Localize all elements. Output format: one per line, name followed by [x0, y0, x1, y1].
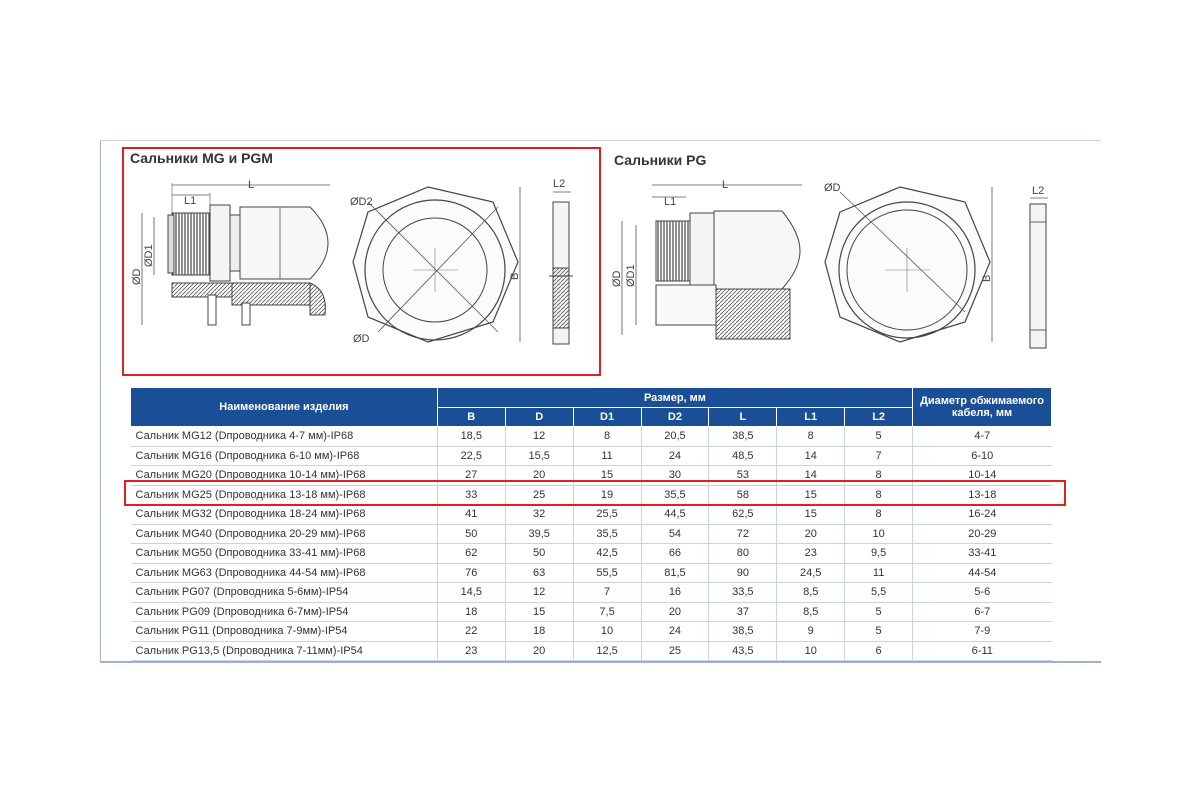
- table-row: [131, 641, 1052, 661]
- cell-cable: 6-11: [913, 641, 1052, 661]
- pg-dim-B: B: [981, 274, 993, 282]
- cell-b: 23: [437, 641, 505, 661]
- cell-d: 50: [505, 544, 573, 564]
- cell-d1: 8: [573, 427, 641, 447]
- cell-l2: 9,5: [845, 544, 913, 564]
- cell-d1: 15: [573, 466, 641, 486]
- mg-dim-D2: ØD2: [350, 196, 373, 208]
- table-row: [131, 563, 1052, 583]
- row-name: Сальник PG11 (Dпроводника 7-9мм)-IP54: [131, 622, 438, 642]
- mg-section-title: Сальники MG и PGM: [130, 150, 273, 166]
- cell-l: 38,5: [709, 622, 777, 642]
- cell-d1: 7,5: [573, 602, 641, 622]
- cell-cable: 7-9: [913, 622, 1052, 642]
- cell-l1: 15: [777, 505, 845, 525]
- cell-b: 62: [437, 544, 505, 564]
- cell-l1: 8,5: [777, 583, 845, 603]
- table-row: [131, 505, 1052, 525]
- cell-d2: 54: [641, 524, 709, 544]
- cell-d1: 7: [573, 583, 641, 603]
- pg-nut-side-drawing: [1024, 182, 1064, 352]
- cell-d2: 24: [641, 446, 709, 466]
- cell-cable: 6-7: [913, 602, 1052, 622]
- cell-cable: 4-7: [913, 427, 1052, 447]
- header-col-d: D: [505, 408, 573, 427]
- mg-side-view-drawing: [130, 175, 360, 355]
- row-name: Сальник MG32 (Dпроводника 18-24 мм)-IP68: [131, 505, 438, 525]
- cell-d1: 35,5: [573, 524, 641, 544]
- cell-l: 48,5: [709, 446, 777, 466]
- cell-l1: 10: [777, 641, 845, 661]
- cell-l: 43,5: [709, 641, 777, 661]
- mg-dim-D: ØD: [131, 268, 143, 285]
- header-col-l1: L1: [777, 408, 845, 427]
- header-col-b: B: [437, 408, 505, 427]
- pg-section-title: Сальники PG: [614, 152, 707, 168]
- row-name: Сальник MG16 (Dпроводника 6-10 мм)-IP68: [131, 446, 438, 466]
- cell-b: 22,5: [437, 446, 505, 466]
- cell-l1: 8,5: [777, 602, 845, 622]
- cell-l1: 14: [777, 446, 845, 466]
- cell-cable: 13-18: [913, 485, 1052, 505]
- cell-l1: 15: [777, 485, 845, 505]
- header-col-l2: L2: [845, 408, 913, 427]
- pg-front-view-drawing: [820, 182, 1000, 352]
- cell-d: 12: [505, 583, 573, 603]
- spec-table: [130, 387, 1052, 661]
- header-name: Наименование изделия: [131, 388, 438, 427]
- cell-b: 41: [437, 505, 505, 525]
- cell-l: 33,5: [709, 583, 777, 603]
- row-name: Сальник PG09 (Dпроводника 6-7мм)-IP54: [131, 602, 438, 622]
- pg-dim-D-face: ØD: [824, 182, 841, 194]
- cell-l: 72: [709, 524, 777, 544]
- cell-d2: 20,5: [641, 427, 709, 447]
- table-row: [131, 427, 1052, 447]
- cell-l1: 24,5: [777, 563, 845, 583]
- row-name: Сальник MG12 (Dпроводника 4-7 мм)-IP68: [131, 427, 438, 447]
- row-name: Сальник MG25 (Dпроводника 13-18 мм)-IP68: [131, 485, 438, 505]
- cell-l: 38,5: [709, 427, 777, 447]
- cell-d1: 42,5: [573, 544, 641, 564]
- cell-d: 39,5: [505, 524, 573, 544]
- pg-dim-L2: L2: [1032, 185, 1045, 197]
- cell-cable: 5-6: [913, 583, 1052, 603]
- cell-l1: 14: [777, 466, 845, 486]
- cell-l1: 20: [777, 524, 845, 544]
- cell-d: 18: [505, 622, 573, 642]
- table-row: [131, 544, 1052, 564]
- cell-d2: 81,5: [641, 563, 709, 583]
- cell-d2: 24: [641, 622, 709, 642]
- cell-d2: 30: [641, 466, 709, 486]
- cell-l2: 8: [845, 505, 913, 525]
- header-cable: Диаметр обжимаемого кабеля, мм: [913, 388, 1052, 427]
- cell-cable: 6-10: [913, 446, 1052, 466]
- cell-l2: 8: [845, 466, 913, 486]
- cell-l2: 5: [845, 622, 913, 642]
- cell-cable: 20-29: [913, 524, 1052, 544]
- mg-nut-side-drawing: [545, 178, 585, 348]
- cell-d2: 44,5: [641, 505, 709, 525]
- cell-d: 12: [505, 427, 573, 447]
- cell-d2: 20: [641, 602, 709, 622]
- mg25-row-highlight: [124, 480, 1066, 506]
- mg-dim-D1: ØD1: [143, 244, 155, 267]
- cell-l2: 8: [845, 485, 913, 505]
- pg-dim-L: L: [722, 179, 729, 191]
- cell-l1: 23: [777, 544, 845, 564]
- table-row: [131, 524, 1052, 544]
- mg-dim-L: L: [248, 179, 255, 191]
- cell-b: 22: [437, 622, 505, 642]
- cell-b: 14,5: [437, 583, 505, 603]
- cell-d: 32: [505, 505, 573, 525]
- cell-l2: 5: [845, 427, 913, 447]
- pg-dim-D: ØD: [611, 270, 623, 287]
- cell-d2: 35,5: [641, 485, 709, 505]
- cell-b: 27: [437, 466, 505, 486]
- header-col-l: L: [709, 408, 777, 427]
- cell-l2: 11: [845, 563, 913, 583]
- cell-cable: 16-24: [913, 505, 1052, 525]
- cell-l2: 5,5: [845, 583, 913, 603]
- cell-l1: 8: [777, 427, 845, 447]
- row-name: Сальник MG20 (Dпроводника 10-14 мм)-IP68: [131, 466, 438, 486]
- cell-d1: 19: [573, 485, 641, 505]
- cell-d: 15,5: [505, 446, 573, 466]
- cell-l: 37: [709, 602, 777, 622]
- cell-b: 76: [437, 563, 505, 583]
- mg-front-view-drawing: [348, 182, 528, 352]
- row-name: Сальник MG50 (Dпроводника 33-41 мм)-IP68: [131, 544, 438, 564]
- cell-d2: 25: [641, 641, 709, 661]
- row-name: Сальник MG40 (Dпроводника 20-29 мм)-IP68: [131, 524, 438, 544]
- cell-l2: 5: [845, 602, 913, 622]
- cell-b: 50: [437, 524, 505, 544]
- mg-dim-D-face: ØD: [353, 333, 370, 345]
- row-name: Сальник PG07 (Dпроводника 5-6мм)-IP54: [131, 583, 438, 603]
- cell-d1: 55,5: [573, 563, 641, 583]
- cell-b: 18,5: [437, 427, 505, 447]
- header-col-d1: D1: [573, 408, 641, 427]
- pg-dim-L1: L1: [664, 196, 677, 208]
- cell-cable: 10-14: [913, 466, 1052, 486]
- table-row: [131, 446, 1052, 466]
- cell-cable: 33-41: [913, 544, 1052, 564]
- cell-l1: 9: [777, 622, 845, 642]
- cell-d2: 16: [641, 583, 709, 603]
- cell-l2: 7: [845, 446, 913, 466]
- cell-d: 20: [505, 641, 573, 661]
- cell-d: 15: [505, 602, 573, 622]
- cell-l2: 10: [845, 524, 913, 544]
- mg-dim-L2: L2: [553, 178, 566, 190]
- cell-d1: 12,5: [573, 641, 641, 661]
- table-row: [131, 583, 1052, 603]
- table-row: [131, 602, 1052, 622]
- cell-cable: 44-54: [913, 563, 1052, 583]
- pg-side-view-drawing: [612, 175, 832, 355]
- cell-l2: 6: [845, 641, 913, 661]
- mg-dim-L1: L1: [184, 195, 197, 207]
- table-row: [131, 622, 1052, 642]
- cell-l: 90: [709, 563, 777, 583]
- cell-b: 33: [437, 485, 505, 505]
- row-name: Сальник MG63 (Dпроводника 44-54 мм)-IP68: [131, 563, 438, 583]
- header-size-group: Размер, мм: [437, 388, 912, 408]
- cell-d2: 66: [641, 544, 709, 564]
- cell-l: 80: [709, 544, 777, 564]
- cell-d: 25: [505, 485, 573, 505]
- pg-dim-D1: ØD1: [625, 264, 637, 287]
- cell-d: 63: [505, 563, 573, 583]
- row-name: Сальник PG13,5 (Dпроводника 7-11мм)-IP54: [131, 641, 438, 661]
- cell-d: 20: [505, 466, 573, 486]
- mg-dim-B: B: [509, 272, 521, 280]
- cell-l: 53: [709, 466, 777, 486]
- cell-b: 18: [437, 602, 505, 622]
- cell-d1: 11: [573, 446, 641, 466]
- cell-d1: 10: [573, 622, 641, 642]
- header-col-d2: D2: [641, 408, 709, 427]
- cell-l: 58: [709, 485, 777, 505]
- cell-d1: 25,5: [573, 505, 641, 525]
- cell-l: 62,5: [709, 505, 777, 525]
